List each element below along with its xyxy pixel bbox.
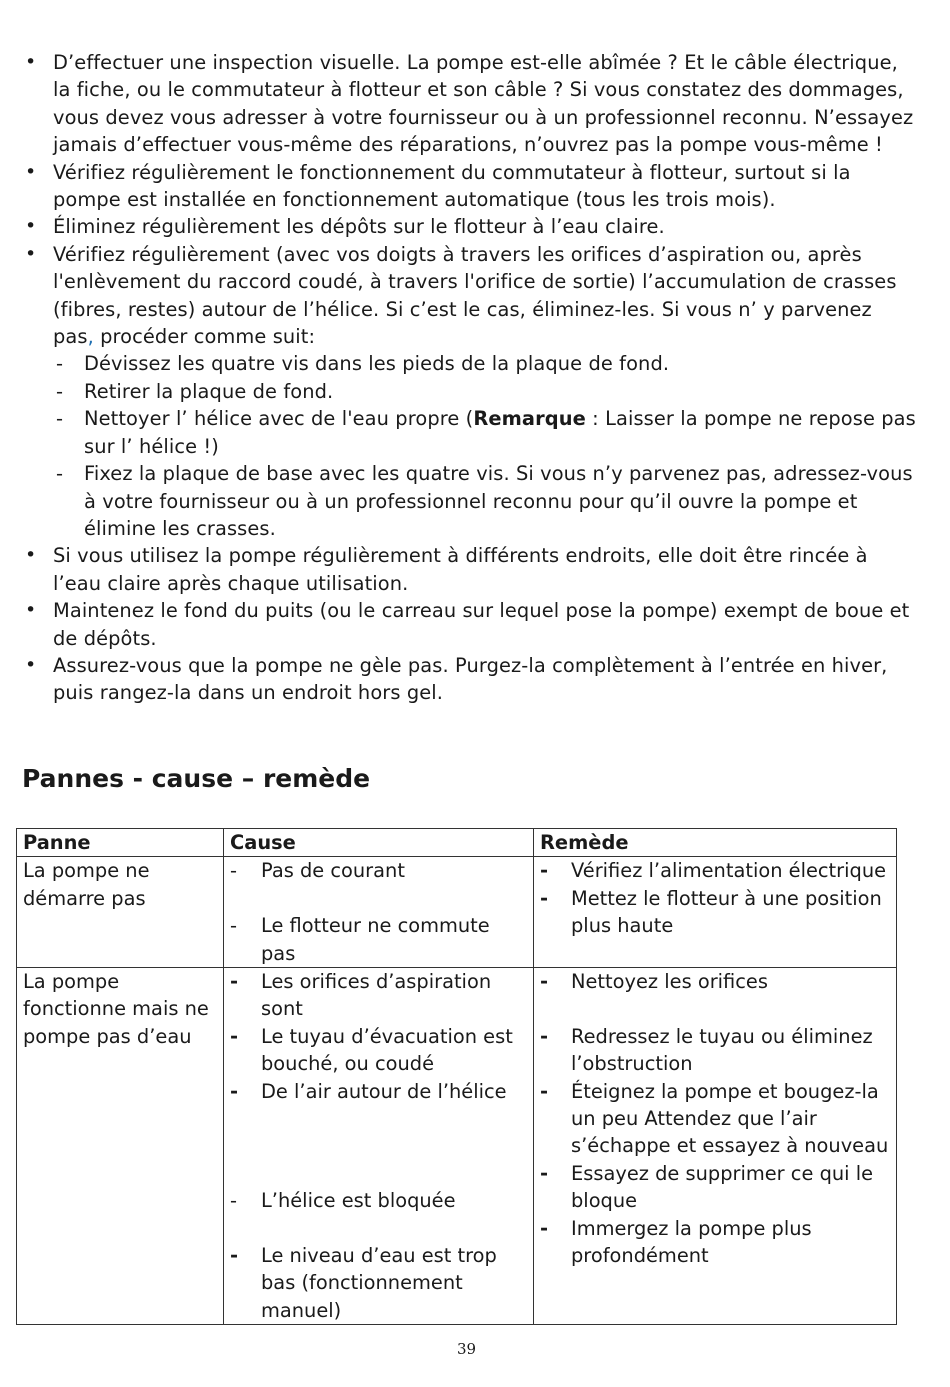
column-header-panne: Panne — [17, 829, 224, 857]
remede-item: - Nettoyez les orifices — [540, 968, 890, 995]
bullet-icon: • — [25, 653, 37, 676]
spacer — [230, 1132, 527, 1159]
remede-cell — [534, 857, 897, 968]
dash-icon: - — [540, 1216, 549, 1240]
section-heading: Pannes - cause – remède — [22, 764, 371, 793]
cause-cell — [224, 857, 534, 968]
cleaning-steps — [53, 350, 917, 542]
dash-icon: - — [230, 859, 237, 883]
table-row — [17, 968, 897, 1325]
panne-cell: La pompe fonctionne mais ne pompe pas d’eau — [17, 968, 224, 1325]
dash-icon: - — [56, 379, 64, 403]
cause-cell — [224, 968, 534, 1325]
spacer — [230, 1215, 527, 1242]
list-item: • Assurez-vous que la pompe ne gèle pas. Purgez-la complètement à l’entrée en hiver, puis rangez-la dans un endroit hors gel. — [25, 653, 888, 705]
column-header-remede: Remède — [534, 829, 897, 857]
list-item: • Vérifiez régulièrement (avec vos doigts à travers les orifices d’aspiration ou, après l'enlèvement du raccord coudé, à travers l'orifice de sortie) l’accumulation de crasses (fibres, restes) autour de l’hélice. Si c’est le cas, éliminez-les. Si vous n’ y parvenez pas, procéder comme suit: - Dévissez les quatre vis dans les pieds de la plaque de fond. - Retirer la plaque de fond. - Nettoyer l’ hélice avec de l'eau propre (Remarque : Laisser la pompe ne repose pas sur l’ hélice !) - Fixez la plaque de base avec les quatre vis. Si vous n’y parvenez pas, adressez-vous à votre fournisseur ou à un professionnel reconnu pour qu’il ouvre la pompe et élimine les crasses. — [22, 241, 917, 542]
dash-icon: - — [540, 886, 549, 910]
maintenance-section — [22, 49, 917, 707]
dash-icon: - — [540, 1024, 549, 1048]
bullet-icon: • — [25, 242, 37, 265]
remede-item: - Éteignez la pompe et bougez-la un peu Attendez que l’air s’échappe et essayez à nouveau — [540, 1079, 889, 1158]
dash-icon: - — [230, 1079, 239, 1103]
spacer — [230, 1105, 527, 1132]
dash-icon: - — [230, 970, 239, 994]
list-item: • Maintenez le fond du puits (ou le carreau sur lequel pose la pompe) exempt de boue et de dépôts. — [25, 599, 910, 650]
troubleshooting-table — [16, 828, 897, 1325]
step-item: - Retirer la plaque de fond. — [53, 378, 917, 405]
spacer — [540, 995, 890, 1022]
remede-item: - Mettez le flotteur à une position plus haute — [540, 886, 882, 938]
dash-icon: - — [230, 1189, 237, 1213]
cause-item: - Le niveau d’eau est trop bas (fonctionnement manuel) — [230, 1244, 497, 1322]
remede-item: - Redressez le tuyau ou éliminez l’obstruction — [540, 1024, 873, 1076]
cause-item: - L’hélice est bloquée — [230, 1187, 527, 1214]
cause-item: - Le flotteur ne commute pas — [230, 914, 490, 965]
dash-icon: - — [540, 859, 549, 883]
table-row — [17, 857, 897, 968]
dash-icon: - — [56, 352, 64, 376]
list-item: • Si vous utilisez la pompe régulièrement à différents endroits, elle doit être rincée à l’eau claire après chaque utilisation. — [25, 544, 868, 595]
dash-icon: - — [56, 407, 64, 431]
bullet-icon: • — [25, 215, 37, 238]
dash-icon: - — [230, 1024, 239, 1048]
dash-icon: - — [230, 1244, 239, 1268]
step-item: - Dévissez les quatre vis dans les pieds de la plaque de fond. — [53, 350, 917, 377]
list-item: • Vérifiez régulièrement le fonctionnement du commutateur à flotteur, surtout si la pompe est installée en fonctionnement automatique (tous les trois mois). — [25, 160, 851, 212]
dash-icon: - — [230, 914, 237, 938]
remede-cell — [534, 968, 897, 1325]
dash-icon: - — [56, 462, 64, 486]
bullet-icon: • — [25, 160, 37, 183]
list-item: • D’effectuer une inspection visuelle. La pompe est-elle abîmée ? Et le câble électrique, la fiche, ou le commutateur à flotteur et son câble ? Si vous constatez des dommages, vous devez vous adresser à votre fournisseur ou à un professionnel reconnu. N’essayez jamais d’effectuer vous-même des réparations, n’ouvrez pas la pompe vous-même ! — [25, 51, 914, 157]
cause-item: - Les orifices d’aspiration sont — [230, 970, 492, 1021]
maintenance-list — [22, 49, 917, 707]
step-item: - Nettoyer l’ hélice avec de l'eau propre (Remarque : Laisser la pompe ne repose pas sur l’ hélice !) — [56, 407, 916, 458]
bullet-icon: • — [25, 51, 37, 73]
spacer — [230, 885, 527, 912]
dash-icon: - — [540, 970, 549, 994]
cause-item: - De l’air autour de l’hélice — [230, 1078, 527, 1105]
panne-cell: La pompe ne démarre pas — [17, 857, 224, 968]
page-number: 39 — [456, 1340, 477, 1358]
cause-item: - Pas de courant — [230, 857, 527, 884]
step-item: - Fixez la plaque de base avec les quatre vis. Si vous n’y parvenez pas, adressez-vous à votre fournisseur ou à un professionnel reconnu pour qu’il ouvre la pompe et élimine les crasses. — [56, 462, 913, 540]
column-header-cause: Cause — [224, 829, 534, 857]
spacer — [230, 1160, 527, 1187]
remark-label: Remarque — [473, 407, 586, 431]
cause-item: - Le tuyau d’évacuation est bouché, ou coudé — [230, 1024, 513, 1076]
table-header-row — [17, 829, 897, 857]
dash-icon: - — [540, 1161, 549, 1185]
list-item: • Éliminez régulièrement les dépôts sur le flotteur à l’eau claire. — [22, 213, 917, 240]
remede-item: - Immergez la pompe plus profondément — [540, 1216, 812, 1268]
remede-item: - Essayez de supprimer ce qui le bloque — [540, 1161, 874, 1213]
remede-item: - Vérifiez l’alimentation électrique — [540, 857, 890, 884]
dash-icon: - — [540, 1079, 549, 1103]
bullet-icon: • — [25, 599, 37, 622]
bullet-icon: • — [25, 544, 37, 567]
